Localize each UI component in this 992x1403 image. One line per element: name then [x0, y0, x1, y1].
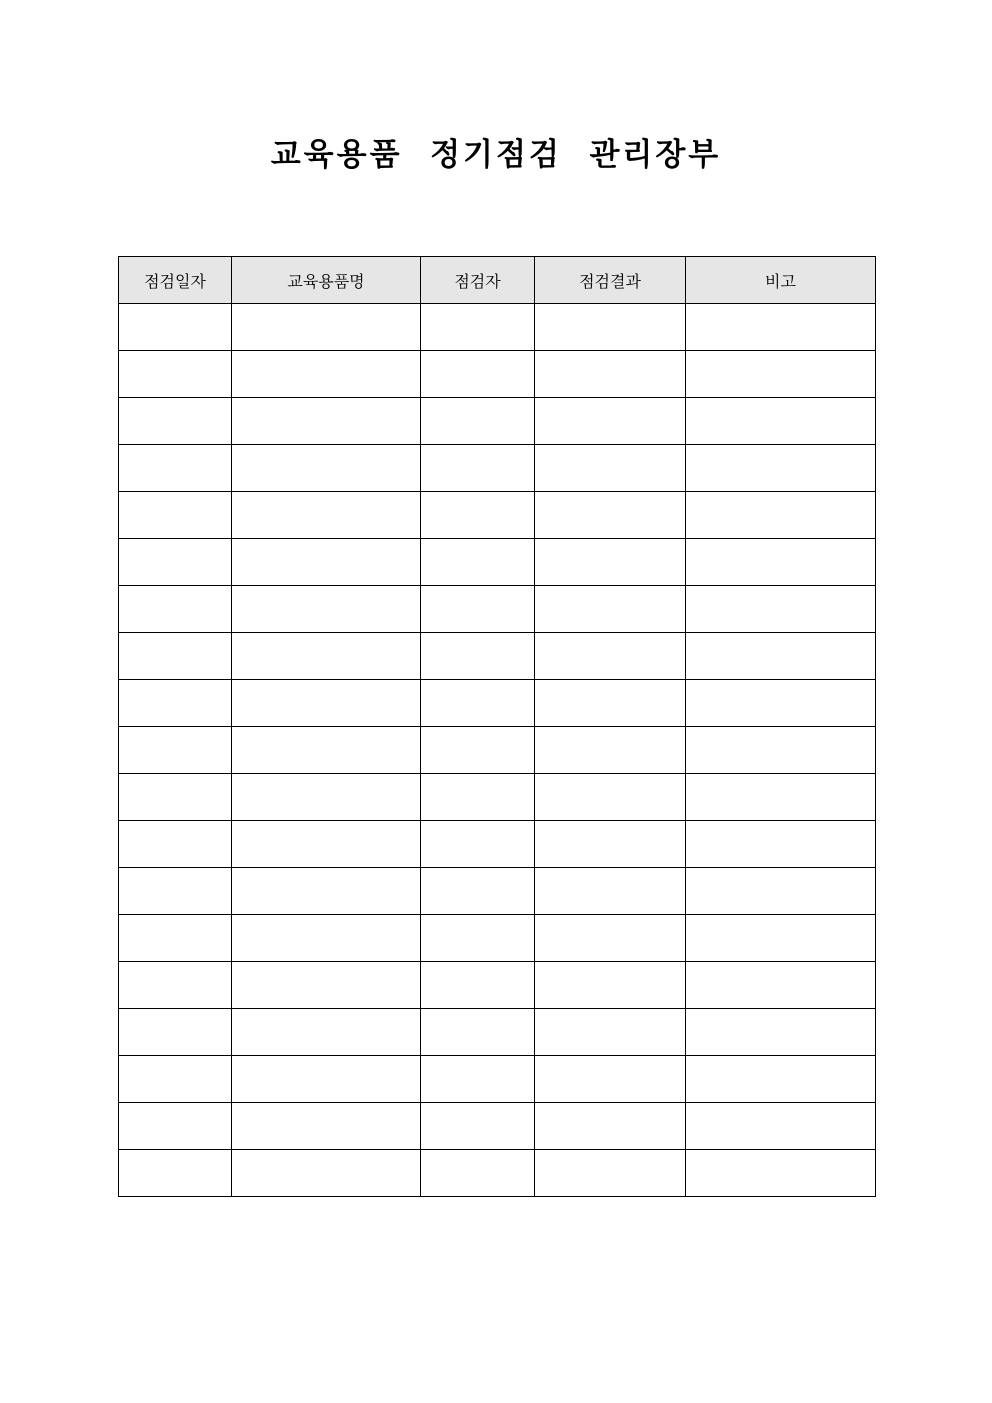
cell-inspection-date[interactable]	[119, 868, 232, 915]
cell-item-name[interactable]	[232, 586, 421, 633]
cell-remarks[interactable]	[686, 962, 876, 1009]
cell-inspector[interactable]	[421, 351, 535, 398]
header-inspection-date: 점검일자	[119, 257, 232, 304]
cell-inspection-result[interactable]	[535, 586, 686, 633]
table-row	[119, 445, 876, 492]
cell-inspector[interactable]	[421, 1056, 535, 1103]
cell-item-name[interactable]	[232, 727, 421, 774]
table-body	[119, 304, 876, 1197]
cell-inspection-result[interactable]	[535, 1009, 686, 1056]
inspection-ledger-table	[118, 256, 876, 1197]
cell-remarks[interactable]	[686, 539, 876, 586]
cell-inspector[interactable]	[421, 915, 535, 962]
cell-remarks[interactable]	[686, 586, 876, 633]
cell-inspection-date[interactable]	[119, 398, 232, 445]
cell-inspector[interactable]	[421, 727, 535, 774]
cell-item-name[interactable]	[232, 398, 421, 445]
cell-inspector[interactable]	[421, 680, 535, 727]
table-row	[119, 304, 876, 351]
cell-inspection-date[interactable]	[119, 1056, 232, 1103]
table-row	[119, 868, 876, 915]
table-row	[119, 727, 876, 774]
cell-inspector[interactable]	[421, 586, 535, 633]
cell-inspection-result[interactable]	[535, 351, 686, 398]
cell-inspector[interactable]	[421, 821, 535, 868]
cell-inspection-date[interactable]	[119, 492, 232, 539]
cell-inspection-date[interactable]	[119, 962, 232, 1009]
cell-item-name[interactable]	[232, 1103, 421, 1150]
cell-remarks[interactable]	[686, 868, 876, 915]
cell-remarks[interactable]	[686, 445, 876, 492]
cell-item-name[interactable]	[232, 351, 421, 398]
cell-item-name[interactable]	[232, 868, 421, 915]
cell-remarks[interactable]	[686, 351, 876, 398]
cell-inspection-date[interactable]	[119, 680, 232, 727]
cell-remarks[interactable]	[686, 1009, 876, 1056]
table-row	[119, 398, 876, 445]
cell-inspection-result[interactable]	[535, 915, 686, 962]
cell-remarks[interactable]	[686, 1103, 876, 1150]
cell-inspection-date[interactable]	[119, 774, 232, 821]
cell-inspection-result[interactable]	[535, 680, 686, 727]
cell-inspector[interactable]	[421, 962, 535, 1009]
cell-item-name[interactable]	[232, 492, 421, 539]
cell-item-name[interactable]	[232, 445, 421, 492]
cell-inspector[interactable]	[421, 633, 535, 680]
table-row	[119, 351, 876, 398]
cell-inspection-result[interactable]	[535, 492, 686, 539]
cell-remarks[interactable]	[686, 1056, 876, 1103]
cell-inspection-date[interactable]	[119, 821, 232, 868]
table-row	[119, 1150, 876, 1197]
cell-remarks[interactable]	[686, 398, 876, 445]
cell-item-name[interactable]	[232, 821, 421, 868]
cell-remarks[interactable]	[686, 492, 876, 539]
cell-inspection-result[interactable]	[535, 539, 686, 586]
table-header-row	[119, 257, 876, 304]
cell-inspector[interactable]	[421, 1103, 535, 1150]
cell-inspector[interactable]	[421, 398, 535, 445]
cell-inspection-date[interactable]	[119, 915, 232, 962]
cell-inspection-date[interactable]	[119, 1009, 232, 1056]
cell-item-name[interactable]	[232, 1056, 421, 1103]
header-inspection-result: 점검결과	[535, 257, 686, 304]
page-title: 교육용품 정기점검 관리장부	[270, 137, 722, 173]
table-row	[119, 586, 876, 633]
cell-inspection-date[interactable]	[119, 1103, 232, 1150]
table-row	[119, 1009, 876, 1056]
cell-item-name[interactable]	[232, 774, 421, 821]
cell-inspection-date[interactable]	[119, 351, 232, 398]
cell-item-name[interactable]	[232, 1150, 421, 1197]
table-row	[119, 492, 876, 539]
table-row	[119, 1103, 876, 1150]
cell-item-name[interactable]	[232, 962, 421, 1009]
table-row	[119, 633, 876, 680]
table-row	[119, 962, 876, 1009]
cell-inspection-result[interactable]	[535, 633, 686, 680]
cell-remarks[interactable]	[686, 680, 876, 727]
cell-inspection-result[interactable]	[535, 962, 686, 1009]
cell-inspection-date[interactable]	[119, 633, 232, 680]
cell-inspection-result[interactable]	[535, 1103, 686, 1150]
cell-item-name[interactable]	[232, 304, 421, 351]
table-row	[119, 915, 876, 962]
cell-inspector[interactable]	[421, 774, 535, 821]
cell-remarks[interactable]	[686, 727, 876, 774]
table-row	[119, 680, 876, 727]
cell-inspector[interactable]	[421, 539, 535, 586]
cell-inspection-result[interactable]	[535, 774, 686, 821]
cell-inspection-result[interactable]	[535, 1150, 686, 1197]
cell-inspection-date[interactable]	[119, 586, 232, 633]
cell-inspection-result[interactable]	[535, 868, 686, 915]
cell-remarks[interactable]	[686, 821, 876, 868]
cell-inspection-result[interactable]	[535, 398, 686, 445]
cell-inspection-date[interactable]	[119, 304, 232, 351]
header-item-name: 교육용품명	[232, 257, 421, 304]
cell-item-name[interactable]	[232, 915, 421, 962]
cell-inspection-result[interactable]	[535, 445, 686, 492]
cell-item-name[interactable]	[232, 1009, 421, 1056]
cell-inspection-date[interactable]	[119, 727, 232, 774]
table-row	[119, 821, 876, 868]
cell-item-name[interactable]	[232, 539, 421, 586]
table-row	[119, 539, 876, 586]
cell-inspector[interactable]	[421, 1009, 535, 1056]
cell-remarks[interactable]	[686, 1150, 876, 1197]
cell-item-name[interactable]	[232, 680, 421, 727]
header-remarks: 비고	[686, 257, 876, 304]
cell-inspection-date[interactable]	[119, 1150, 232, 1197]
cell-inspection-date[interactable]	[119, 445, 232, 492]
cell-inspection-result[interactable]	[535, 727, 686, 774]
cell-remarks[interactable]	[686, 304, 876, 351]
cell-inspector[interactable]	[421, 868, 535, 915]
table-row	[119, 774, 876, 821]
cell-remarks[interactable]	[686, 915, 876, 962]
cell-item-name[interactable]	[232, 633, 421, 680]
cell-inspector[interactable]	[421, 1150, 535, 1197]
table-row	[119, 1056, 876, 1103]
cell-remarks[interactable]	[686, 774, 876, 821]
cell-remarks[interactable]	[686, 633, 876, 680]
header-inspector: 점검자	[421, 257, 535, 304]
cell-inspection-result[interactable]	[535, 1056, 686, 1103]
cell-inspection-date[interactable]	[119, 539, 232, 586]
cell-inspector[interactable]	[421, 492, 535, 539]
cell-inspector[interactable]	[421, 304, 535, 351]
cell-inspection-result[interactable]	[535, 304, 686, 351]
cell-inspector[interactable]	[421, 445, 535, 492]
cell-inspection-result[interactable]	[535, 821, 686, 868]
